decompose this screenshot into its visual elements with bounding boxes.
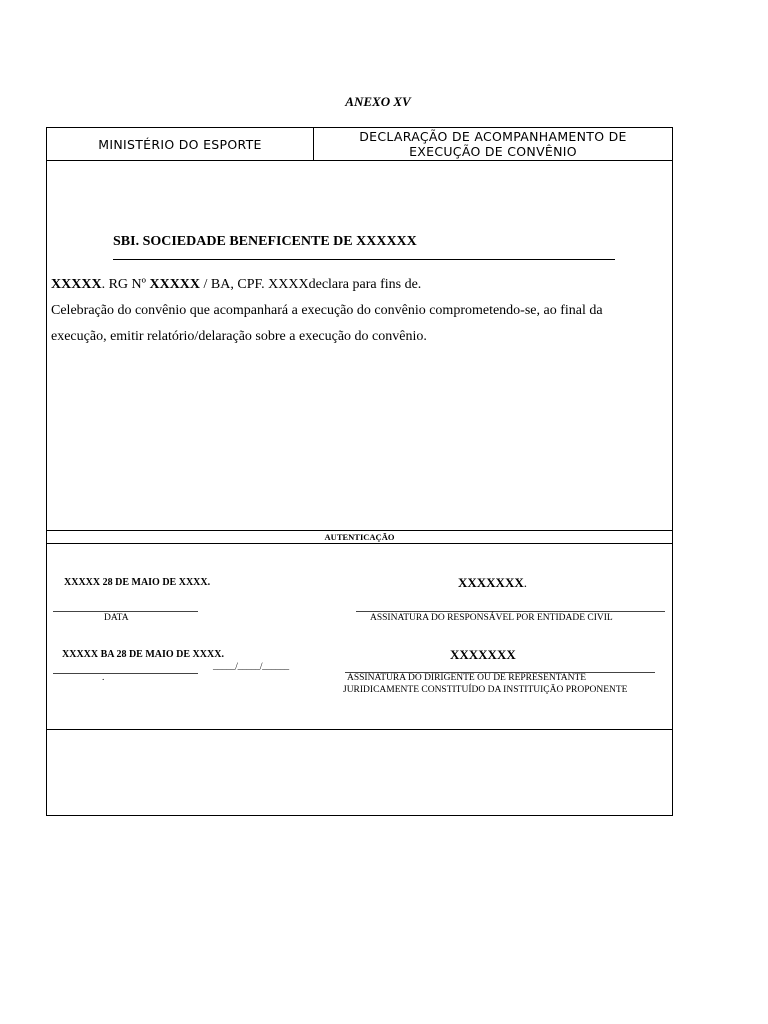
form-title-line2: EXECUÇÃO DE CONVÊNIO (409, 144, 577, 159)
authentication-header (47, 530, 672, 544)
date-caption: DATA (104, 613, 129, 623)
signature-underline-1 (356, 611, 665, 612)
declaration-rest: / BA, CPF. XXXXdeclara para fins de. (200, 277, 422, 292)
declarant-name: XXXXX (51, 277, 102, 292)
date-line-2: XXXXX BA 28 DE MAIO DE XXXX. (62, 649, 224, 660)
rg-label: . RG Nº (101, 277, 150, 292)
signature-caption-1: ASSINATURA DO RESPONSÁVEL POR ENTIDADE CIVIL (370, 613, 613, 623)
signature-caption-2-line1: ASSINATURA DO DIRIGENTE OU DE REPRESENTANTE (347, 673, 587, 683)
entity-underline (113, 259, 615, 260)
declaration-line-3: execução, emitir relatório/delaração sobre a execução do convênio. (51, 329, 427, 344)
form-title-line1: DECLARAÇÃO DE ACOMPANHAMENTO DE (359, 129, 627, 144)
declaration-line-2: Celebração do convênio que acompanhará a execução do convênio comprometendo-se, ao final da (51, 303, 603, 318)
rg-value: XXXXX (149, 277, 201, 292)
date-underline-1 (53, 611, 198, 612)
ministry-name: MINISTÉRIO DO ESPORTE (98, 136, 262, 152)
date-underline-2 (53, 673, 198, 674)
declaration-form (46, 127, 673, 816)
form-title-cell (314, 128, 672, 160)
signer-2-name: XXXXXXX (450, 647, 516, 662)
signer-1-name: XXXXXXX. (458, 575, 527, 590)
ministry-cell (47, 128, 314, 160)
signature-caption-2-line2: JURIDICAMENTE CONSTITUÍDO DA INSTITUIÇÃO PROPONENTE (343, 685, 628, 695)
annex-title: ANEXO XV (345, 94, 411, 109)
caption-dot: . (102, 673, 105, 683)
date-line-1: XXXXX 28 DE MAIO DE XXXX. (64, 577, 211, 588)
declaration-line-1 (51, 277, 421, 293)
entity-name: SBI. SOCIEDADE BENEFICENTE DE XXXXXX (113, 234, 417, 249)
form-header (47, 128, 672, 161)
bottom-section-divider (47, 729, 672, 730)
authentication-label: AUTENTICAÇÃO (324, 532, 395, 542)
date-slots: _____/_____/______ (213, 662, 289, 672)
